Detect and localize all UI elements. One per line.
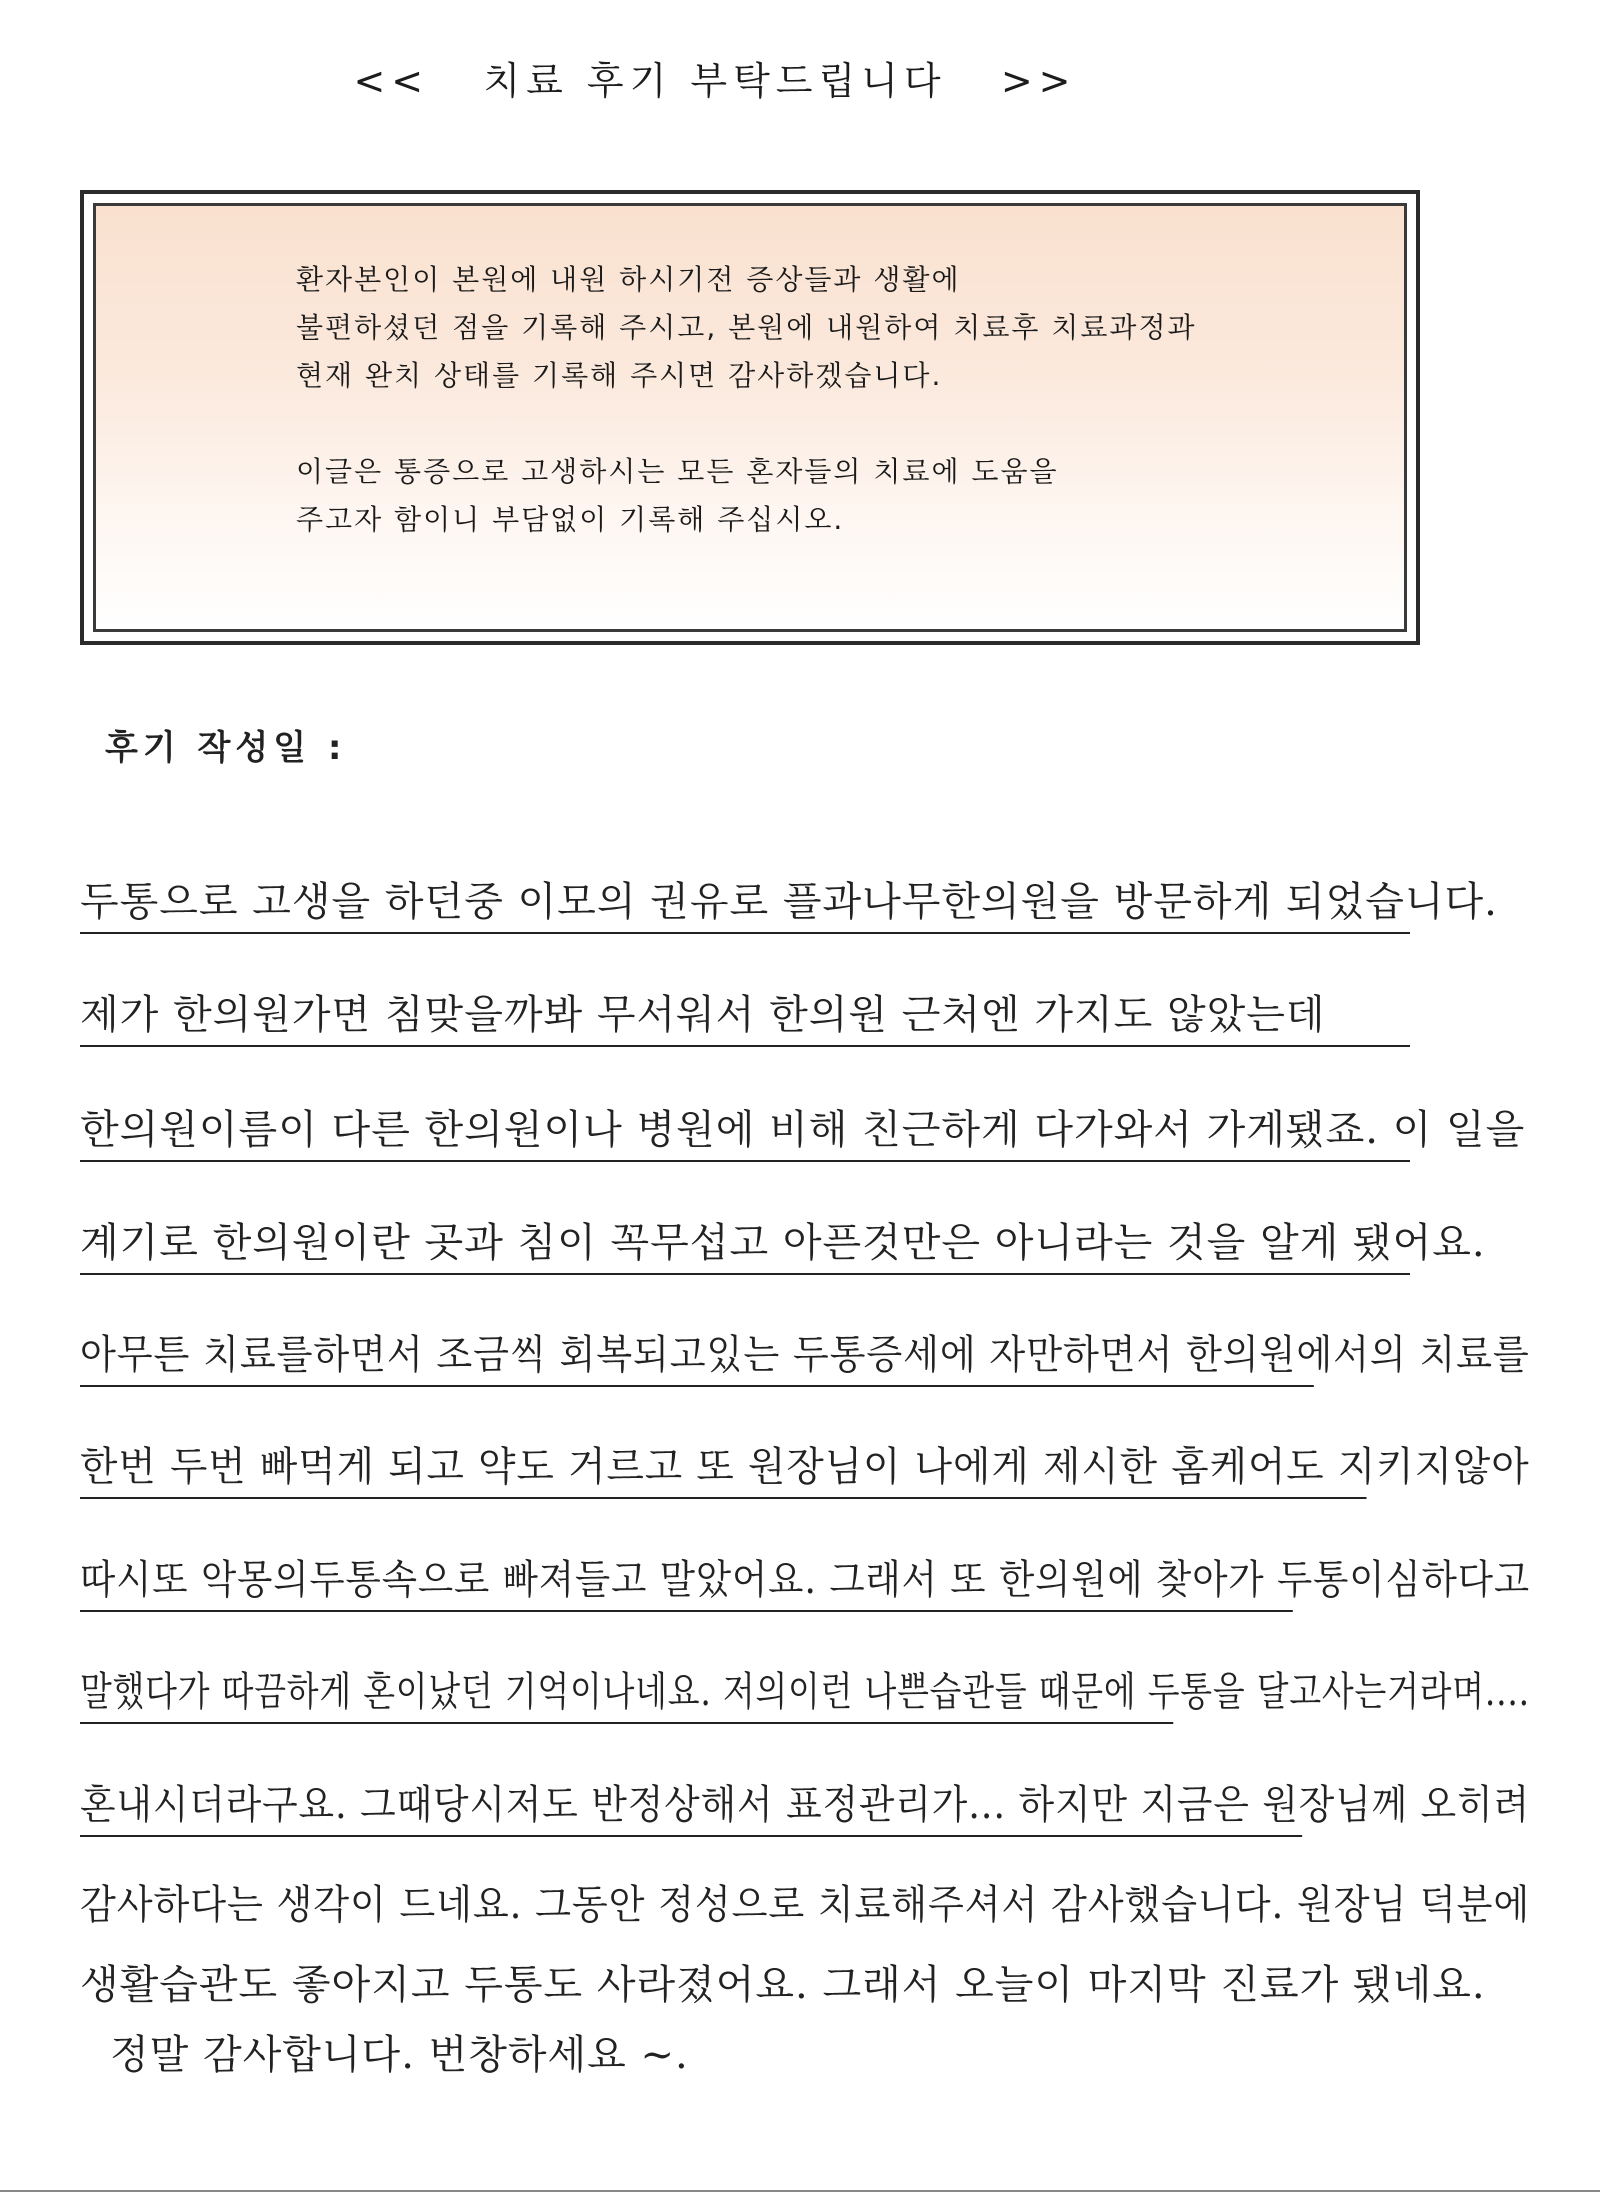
instruction-line: 불편하셨던 점을 기록해 주시고, 본원에 내원하여 치료후 치료과정과 — [296, 311, 1197, 344]
handwritten-review-line: 한번 두번 빠먹게 되고 약도 거르고 또 원장님이 나에게 제시한 홈케어도 지키지않아 — [80, 1437, 1367, 1499]
handwritten-review-line: 한의원이름이 다른 한의원이나 병원에 비해 친근하게 다가와서 가게됐죠. 이 일을 — [80, 1100, 1410, 1162]
instruction-box — [80, 190, 1420, 645]
handwritten-review-line: 정말 감사합니다. 번창하세요 ~. — [110, 2032, 689, 2078]
handwritten-review-line: 따시또 악몽의두통속으로 빠져들고 말았어요. 그래서 또 한의원에 찾아가 두통이심하다고 — [80, 1550, 1293, 1612]
page-title: << 치료 후기 부탁드립니다 >> — [353, 59, 1077, 103]
instruction-line: 주고자 함이니 부담없이 기록해 주십시오. — [296, 503, 845, 536]
page-bottom-edge — [0, 2190, 1600, 2192]
handwritten-review-line: 생활습관도 좋아지고 두통도 사라졌어요. 그래서 오늘이 마지막 진료가 됐네요. — [80, 1962, 1486, 2008]
instruction-box-inner — [93, 203, 1407, 632]
handwritten-review-line: 두통으로 고생을 하던중 이모의 권유로 플과나무한의원을 방문하게 되었습니다. — [80, 872, 1410, 934]
instruction-line: 현재 완치 상태를 기록해 주시면 감사하겠습니다. — [296, 359, 943, 392]
handwritten-review-line: 계기로 한의원이란 곳과 침이 꼭무섭고 아픈것만은 아니라는 것을 알게 됐어요. — [80, 1213, 1410, 1275]
handwritten-review-line: 제가 한의원가면 침맞을까봐 무서워서 한의원 근처엔 가지도 않았는데 — [80, 985, 1410, 1047]
instruction-line: 환자본인이 본원에 내원 하시기전 증상들과 생활에 — [296, 263, 961, 296]
handwritten-review-line: 아무튼 치료를하면서 조금씩 회복되고있는 두통증세에 자만하면서 한의원에서의 치료를 — [80, 1325, 1314, 1387]
handwritten-review-line: 혼내시더라구요. 그때당시저도 반정상해서 표정관리가... 하지만 지금은 원장님께 오히려 — [80, 1775, 1302, 1837]
instruction-line: 이글은 통증으로 고생하시는 모든 혼자들의 치료에 도움을 — [296, 455, 1059, 488]
handwritten-review-line: 말했다가 따끔하게 혼이났던 기억이나네요. 저의이런 나쁜습관들 때문에 두통을 달고사는거라며.... — [80, 1662, 1173, 1724]
handwritten-review-line: 감사하다는 생각이 드네요. 그동안 정성으로 치료해주셔서 감사했습니다. 원장님 덕분에 — [80, 1882, 1531, 1928]
review-date-label: 후기 작성일 : — [105, 728, 347, 768]
